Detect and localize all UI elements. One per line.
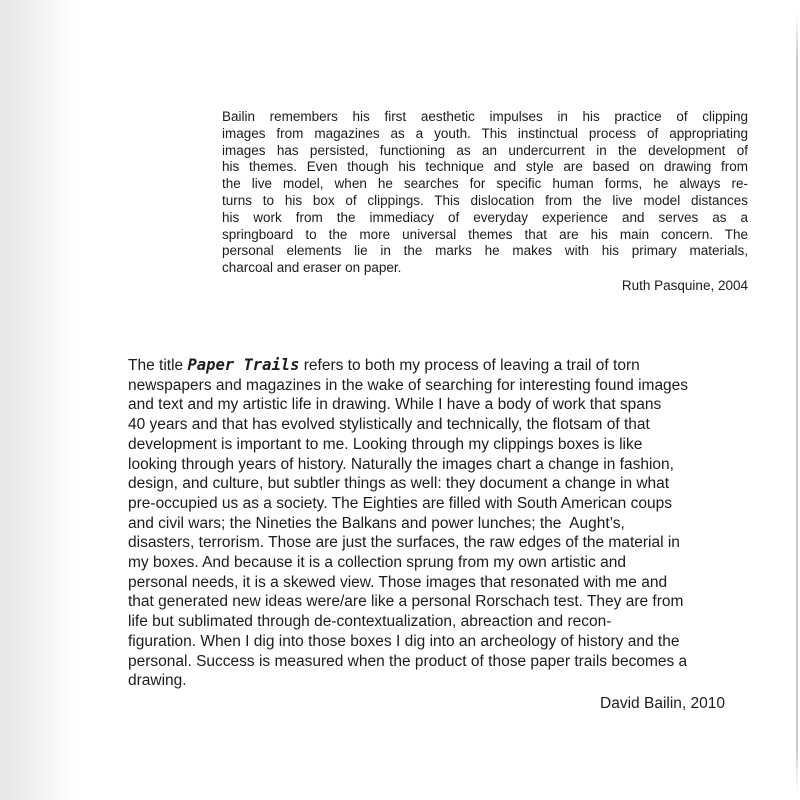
quote-line: images has persisted, functioning as an undercurrent in the development of [222,142,748,158]
statement-line: and civil wars; the Nineties the Balkans and power lunches; the Aught’s, [128,514,625,532]
paper-trails-title: Paper Trails [187,356,300,374]
quote-line: personal elements lie in the marks he makes with his primary materials, [222,243,748,259]
statement-line: my boxes. And because it is a collection sprung from my own artistic and [128,554,626,572]
statement-text [128,376,725,691]
statement-line: looking through years of history. Naturally the images chart a change in fashion, [128,455,674,473]
quote-line: Bailin remembers his first aesthetic impulses in his practice of clipping [222,109,748,124]
statement-line: newspapers and magazines in the wake of searching for interesting found images [128,376,689,394]
statement-block [128,356,725,714]
page-left-edge-shadow [0,0,82,800]
statement-line: figuration. When I dig into those boxes I dig into an archeology of history and the [128,632,680,650]
quote-line: the live model, when he searches for specific human forms, he always re- [222,176,748,192]
statement-line: development is important to me. Looking through my clippings boxes is like [128,435,643,453]
quote-block [222,109,748,295]
quote-line: springboard to the more universal themes that are his main concern. The [222,226,748,242]
statement-line: pre-occupied us as a society. The Eighties are filled with South American coups [128,494,672,512]
statement-line: that generated new ideas were/are like a personal Rorschach test. They are from [128,593,684,611]
quote-line: images from magazines as a youth. This instinctual process of appropriating [222,125,748,141]
statement-line: disasters, terrorism. Those are just the surfaces, the raw edges of the material in [128,534,680,552]
quote-line: turns to his box of clippings. This dislocation from the live model distances [222,192,748,208]
statement-line: design, and culture, but subtler things as well: they document a change in what [128,475,670,493]
statement-line: life but sublimated through de-contextualization, abreaction and recon- [128,613,612,631]
quote-attribution: Ruth Pasquine, 2004 [621,277,748,293]
statement-first-line [128,356,725,376]
statement-attribution: David Bailin, 2010 [600,694,725,712]
page-right-scan-line [796,14,798,792]
quote-line: his work from the immediacy of everyday experience and serves as a [222,209,748,225]
statement-line: drawing. [128,672,187,690]
statement-line: personal needs, it is a skewed view. Those images that resonated with me and [128,573,668,591]
statement-line: personal. Success is measured when the product of those paper trails becomes a [128,652,688,670]
quote-line: his themes. Even though his technique and style are based on drawing from [222,159,748,175]
statement-line: and text and my artistic life in drawing. While I have a body of work that spans [128,396,662,414]
statement-first-line-prefix: The title [128,357,188,374]
statement-first-line-suffix: refers to both my process of leaving a trail of torn [299,357,640,374]
quote-text [222,109,748,277]
quote-line: charcoal and eraser on paper. [222,260,402,276]
statement-line: 40 years and that has evolved stylistically and technically, the flotsam of that [128,416,650,434]
